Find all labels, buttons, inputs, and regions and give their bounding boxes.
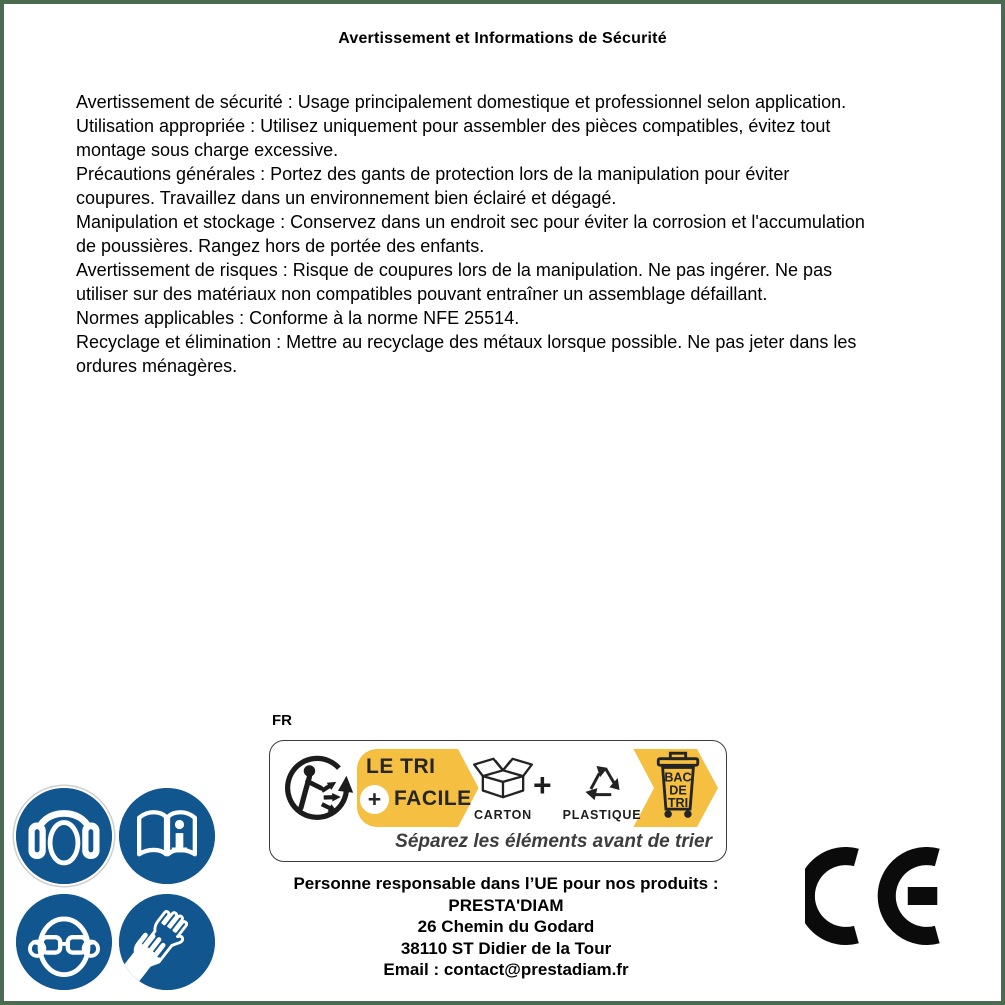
safety-text-line: montage sous charge excessive. bbox=[76, 140, 339, 160]
svg-text:DE: DE bbox=[669, 783, 687, 798]
headline-facile: FACILE bbox=[394, 787, 472, 810]
company-name: PRESTA'DIAM bbox=[448, 895, 564, 915]
safety-text-line: coupures. Travaillez dans un environnement bien éclairé et dégagé. bbox=[76, 188, 617, 208]
recycling-triangle-icon bbox=[575, 754, 629, 802]
safety-text-line: ordures ménagères. bbox=[76, 356, 238, 376]
headline-le-tri: LE TRI bbox=[366, 755, 436, 778]
tri-facile-label bbox=[269, 740, 727, 862]
svg-text:BAC: BAC bbox=[664, 770, 692, 785]
ce-marking-icon bbox=[805, 847, 943, 945]
address-street: 26 Chemin du Godard bbox=[417, 917, 595, 936]
read-manual-icon bbox=[119, 788, 215, 884]
triman-icon bbox=[280, 749, 356, 829]
responsible-person-block bbox=[256, 873, 756, 981]
plus-separator: + bbox=[533, 767, 552, 803]
page-title: Avertissement et Informations de Sécurité bbox=[338, 30, 667, 47]
eye-protection-icon bbox=[16, 894, 112, 990]
responsible-line: Personne responsable dans l’UE pour nos produits : bbox=[293, 874, 719, 893]
material-plastique bbox=[562, 754, 642, 822]
protective-gloves-icon bbox=[119, 894, 215, 990]
safety-text-line: Recyclage et élimination : Mettre au recyclage des métaux lorsque possible. Ne pas jeter dans les bbox=[76, 332, 857, 352]
label-footer-text: Séparez les éléments avant de trier bbox=[395, 831, 712, 852]
safety-text-line: Précautions générales : Portez des gants de protection lors de la manipulation pour éviter bbox=[76, 164, 790, 184]
waste-bin-icon bbox=[651, 751, 705, 819]
safety-text-line: de poussières. Rangez hors de portée des enfants. bbox=[76, 236, 485, 256]
country-code-label: FR bbox=[272, 712, 292, 729]
safety-text-line: Manipulation et stockage : Conservez dans un endroit sec pour éviter la corrosion et l'accumulation bbox=[76, 212, 865, 232]
cardboard-box-icon bbox=[472, 754, 534, 802]
svg-text:TRI: TRI bbox=[667, 795, 689, 810]
material-carton bbox=[470, 754, 536, 822]
safety-text-line: Avertissement de sécurité : Usage principalement domestique et professionnel selon application. bbox=[76, 92, 847, 112]
mandatory-safety-icons bbox=[16, 788, 215, 990]
material-plastique-label: PLASTIQUE bbox=[562, 808, 642, 822]
ear-protection-icon bbox=[16, 788, 112, 884]
safety-text-line: Normes applicables : Conforme à la norme NFE 25514. bbox=[76, 308, 520, 328]
material-carton-label: CARTON bbox=[473, 808, 533, 822]
safety-text-line: Avertissement de risques : Risque de coupures lors de la manipulation. Ne pas ingérer. Ne pas bbox=[76, 260, 833, 280]
plus-circle-icon: + bbox=[360, 785, 389, 814]
contact-email: Email : contact@prestadiam.fr bbox=[383, 960, 629, 979]
address-city: 38110 ST Didier de la Tour bbox=[400, 938, 612, 958]
safety-text-line: utiliser sur des matériaux non compatibles pouvant entraîner un assemblage défaillant. bbox=[76, 284, 768, 304]
safety-text-block bbox=[76, 90, 976, 378]
safety-text-line: Utilisation appropriée : Utilisez uniquement pour assembler des pièces compatibles, évitez tout bbox=[76, 116, 831, 136]
